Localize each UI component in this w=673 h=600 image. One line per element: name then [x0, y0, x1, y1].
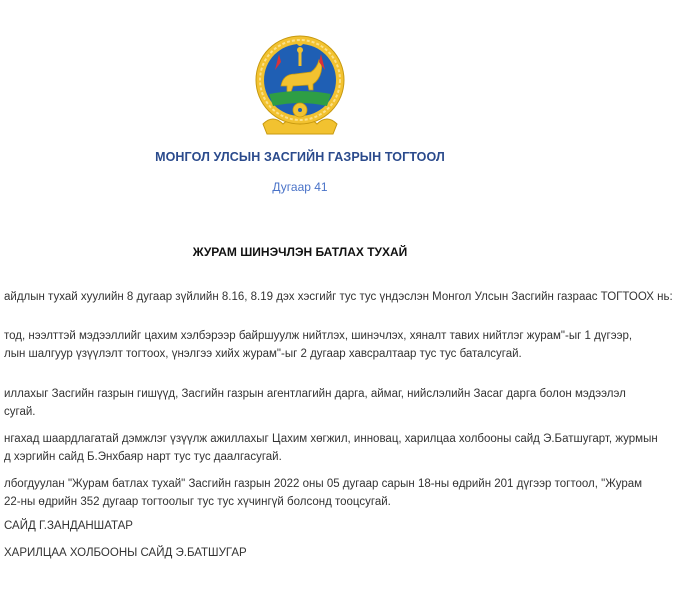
paragraph-line: д хэргийн сайд Б.Энхбаяр нарт тус тус даалгасугай.	[4, 451, 282, 463]
paragraph-line: сугай.	[4, 406, 36, 418]
signature-line: САЙД Г.ЗАНДАНШАТАР	[4, 520, 133, 532]
paragraph-line: иллахыг Засгийн газрын гишүүд, Засгийн газрын агентлагийн дарга, аймаг, нийслэлийн Засаг дарга болон мэдээлэл	[4, 388, 626, 400]
document-number: Дугаар 41	[272, 180, 328, 194]
paragraph-line: лын шалгуур үзүүлэлт тогтоох, үнэлгээ хийх журам"-ыг 2 дугаар хавсралтаар тус тус баталсугай.	[4, 348, 522, 360]
signature-line: ХАРИЛЦАА ХОЛБООНЫ САЙД Э.БАТШУГАР	[4, 547, 247, 559]
document-title: МОНГОЛ УЛСЫН ЗАСГИЙН ГАЗРЫН ТОГТООЛ	[155, 150, 445, 164]
document-heading: ЖУРАМ ШИНЭЧЛЭН БАТЛАХ ТУХАЙ	[192, 245, 408, 259]
state-emblem-icon	[253, 30, 347, 136]
paragraph-line: лбогдуулан "Журам батлах тухай" Засгийн газрын 2022 оны 05 дугаар сарын 18-ны өдрийн 201 дүгээр тогтоол, "Журам	[4, 478, 643, 490]
paragraph-line: нгахад шаардлагатай дэмжлэг үзүүлж ажиллахыг Цахим хөгжил, инновац, харилцаа холбооны сайд Э.Батшугарт, журмын	[4, 433, 658, 445]
paragraph-line: тод, нээлттэй мэдээллийг цахим хэлбэрээр байршуулж нийтлэх, шинэчлэх, хяналт тавих нийтлэг журам"-ыг 1 дүгээр,	[4, 330, 633, 342]
paragraph-line: 22-ны өдрийн 352 дугаар тогтоолыг тус тус хүчингүй болсонд тооцсугай.	[4, 496, 391, 508]
paragraph-line: айдлын тухай хуулийн 8 дугаар зүйлийн 8.16, 8.19 дэх хэсгийг тус тус үндэслэн Монгол Улсын Засгийн газраас ТОГТООХ нь:	[4, 291, 673, 303]
